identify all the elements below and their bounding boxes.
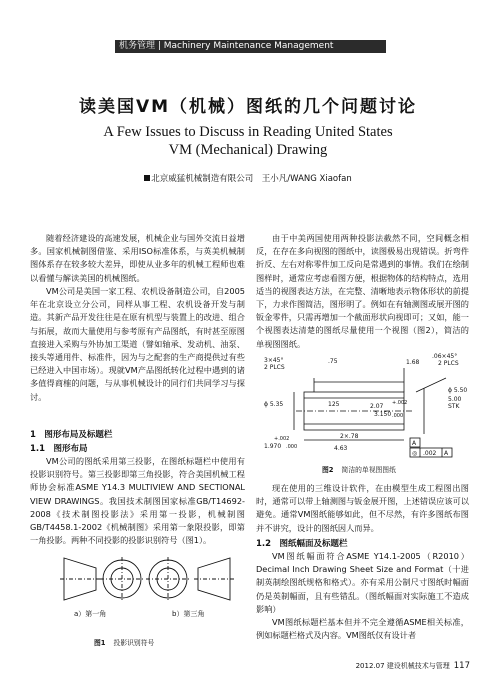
dim-tol-zero-2: .000 bbox=[286, 444, 298, 450]
dim-chamfer-left-qty: 2 PLCS bbox=[264, 364, 285, 371]
section-1-2-paragraph-1: VM图纸幅面符合ASME Y14.1-2005（R2010）Decimal Inch Drawing Sheet Size and Format（十进制英制绘图纸规格和格式）。亦有采用公制尺寸图纸时幅面仍是英制幅面，且有些错乱。（图纸幅面对实际施工不造成影响） bbox=[256, 551, 469, 614]
fcf-datum: A bbox=[444, 450, 449, 457]
section-1-heading: 1 图形布局及标题栏 bbox=[30, 430, 113, 440]
section-1-2-paragraph-2: VM图纸标题栏基本但并不完全遵循ASME相关标准，例如标题栏格式及内容。VM图纸仅有设计者 bbox=[256, 617, 469, 641]
section-1-2-heading: 1.2 图纸幅面及标题栏 bbox=[256, 539, 348, 549]
figure-2-caption bbox=[322, 464, 396, 474]
first-angle-symbol bbox=[60, 557, 144, 601]
dim-168: 1.68 bbox=[406, 359, 420, 366]
third-angle-symbol bbox=[146, 557, 234, 601]
figure-1-projection-symbols bbox=[30, 544, 245, 622]
dim-tol-zero-1: .000 bbox=[392, 413, 404, 419]
figure-1-label-a: a）第一角 bbox=[74, 610, 107, 618]
leader-right-chamfer bbox=[416, 378, 446, 392]
dim-chamfer-right: .06×45° bbox=[432, 353, 458, 360]
dim-tol-plus-1: +.002 bbox=[392, 400, 408, 406]
footer-issue: 2012.07 建设机械技术与管理 bbox=[355, 662, 450, 670]
column-header-bar: 机务管理 | Machinery Maintenance Management bbox=[115, 40, 386, 53]
page-footer bbox=[290, 661, 470, 671]
dim-3150: 3.150 bbox=[374, 411, 392, 418]
dim-tol-plus-2: +.002 bbox=[274, 436, 290, 442]
article-title-en-line2: VM (Mechanical) Drawing bbox=[168, 142, 328, 158]
dim-207: 2.07 bbox=[370, 403, 384, 410]
dim-stk: STK bbox=[448, 403, 460, 410]
dim-075: .75 bbox=[328, 358, 338, 365]
fcf-tolerance: .002 bbox=[423, 450, 437, 457]
dim-1970: 1.970 bbox=[264, 443, 282, 450]
byline-text: 北京威猛机械制造有限公司 王小凡/WANG Xiaofan bbox=[151, 174, 352, 184]
figure-1-caption bbox=[94, 637, 154, 647]
dim-500: 5.00 bbox=[448, 396, 462, 403]
figure-1-caption-text: 投影识别符号 bbox=[113, 639, 155, 647]
dim-2x078: 2×.78 bbox=[340, 433, 359, 440]
bullet-square-icon bbox=[144, 175, 150, 181]
right-paragraph-2: 现在使用的三维设计软件，在由模型生成工程图出图时，通常可以带上轴测图与钣金展开图，上述错误应该可以避免。通常VM图纸能够如此，但不尽然，有许多图纸布图并不讲究，设计的图纸因人而异。 bbox=[256, 483, 469, 533]
right-paragraph-1: 由于中美两国使用两种投影法截然不同，空间概念相反，在存在多向视图的图纸中，读图极易出现错误。折弯件折反、左右对称零件加工反向是常遇到的事情。我们在绘制图样时，通常应考虑看图方便，根据物体的结构特点，选用适当的视图表达方法，在完整、清晰地表示物体形状的前提下，力求作图简洁，图形明了。例如在有轴测图或展开图的钣金零件，只需再增加一个截面形状向视即可；又如，能一个视图表达清楚的图纸尽量使用一个视图（图2），简洁的单视图图纸。 bbox=[256, 233, 469, 349]
page-number: 117 bbox=[453, 661, 470, 671]
figure-1-label-b: b）第三角 bbox=[172, 610, 205, 618]
fcf-concentricity-icon: ◎ bbox=[412, 450, 418, 457]
intro-paragraph-1: 随着经济建设的高速发展，机械企业与国外交流日益增多。国家机械制图借鉴、采用ISO标准体系，与英美机械制图体系存在较多较大差异，即使从业多年的机械工程师也难以看懂与解读美国的机械图纸。 bbox=[30, 233, 245, 283]
article-title-en-line1: A Few Issues to Discuss in Reading United States bbox=[103, 124, 393, 140]
figure-2-caption-number: 图2 bbox=[322, 466, 334, 474]
article-title-zh: 读美国VM（机械）图纸的几个问题讨论 bbox=[78, 97, 418, 117]
dim-dia-535: ϕ 5.35 bbox=[264, 401, 284, 408]
section-1-1-heading: 1.1 图形布局 bbox=[30, 444, 88, 454]
dim-125: 125 bbox=[328, 401, 340, 408]
figure-2-caption-text: 简洁的单视图图纸 bbox=[341, 466, 396, 474]
figure-1-caption-number: 图1 bbox=[94, 639, 106, 647]
datum-a-label: A bbox=[412, 440, 417, 447]
section-1-1-paragraph: VM公司的图纸采用第三投影，在图纸标题栏中使用有投影识别符号。第三投影即第三角投影，符合美国机械工程师协会标准ASME Y14.3 MULTIVIEW AND SECTIONAL VIEW DRAWINGS。我国技术制图国家标准GB/T14692-2008《技术制图投影法》采用第一投影，机械制图GB/T4458.1-2002《机械制图》采用第一象限投影，即第一角投影。两种不同投影的投影识别符号（图1）。 bbox=[30, 456, 245, 546]
byline bbox=[0, 172, 496, 184]
dim-chamfer-right-qty: 2 PLCS bbox=[438, 360, 459, 367]
dim-463: 4.63 bbox=[334, 445, 348, 452]
dim-dia-550: ϕ 5.50 bbox=[448, 387, 468, 394]
figure-2-drawing bbox=[256, 348, 470, 458]
dim-chamfer-left: 3×45° bbox=[264, 357, 284, 364]
intro-paragraph-2: VM公司是美国一家工程、农机设备制造公司，自2005年在北京设立分公司，同样从事工程、农机设备开发与制造。其新产品开发往往是在原有机型与装置上的改进、组合与拓展，故而大量使用与参考原有产品图纸，有时甚至原图直接进入采购与外协加工渠道（譬如轴承、发动机、油泵、接头等通用件、标准件，因为与之配套的生产商提供过有些已经进入中国市场）。现就VM产品图纸转化过程中遇到的诸多值得商榷的问题，与从事机械设计的同行们共同学习与探讨。 bbox=[30, 286, 245, 402]
